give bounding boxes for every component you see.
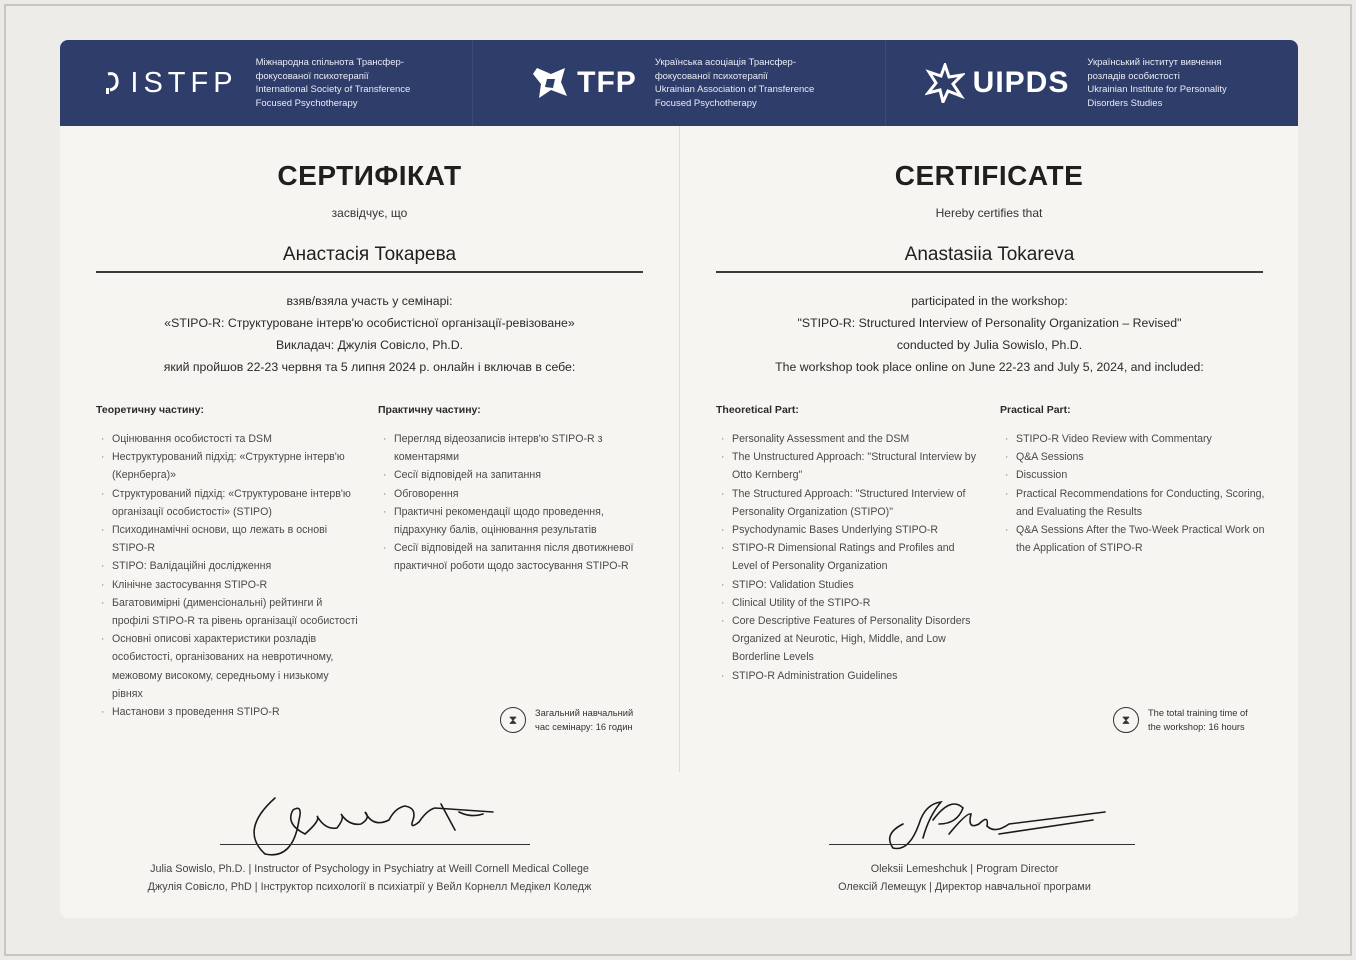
uipds-logo (925, 63, 1070, 103)
uipds-star-icon (925, 63, 965, 103)
tfp-mark-icon (531, 64, 569, 102)
istfp-mark-icon (104, 70, 122, 96)
list-item: · Q&A Sessions After the Two-Week Practical Work on the Application of STIPO-R (1002, 521, 1266, 557)
istfp-logo (104, 67, 237, 100)
hourglass-icon: ⧗ (1113, 707, 1139, 733)
list-item: · Перегляд відеозаписів інтерв'ю STIPO-R з коментарями (380, 430, 648, 466)
theory-list-en (718, 430, 980, 685)
practice-heading-en: Practical Part: (1000, 404, 1071, 416)
certificate-title-uk: СЕРТИФІКАТ (277, 160, 462, 191)
org-istfp (60, 40, 472, 126)
org-tfp (472, 40, 885, 126)
english-column (679, 126, 1298, 772)
list-item: · Сесії відповідей на запитання після двотижневої практичної роботи щодо застосування STIPO-R (380, 539, 648, 575)
signature-caption-left: Julia Sowislo, Ph.D. | Instructor of Psychology in Psychiatry at Weill Cornell Medical College Джулія Совісло, PhD | Інструктор психології в психіатрії у Вейл Корнелл Медікел Коледж (147, 863, 592, 893)
uipds-description: Український інститут вивчення розладів особистості Ukrainian Institute for Personality Disorders Studies (1087, 57, 1227, 109)
tfp-description: Українська асоціація Трансфер- фокусованої психотерапії Ukrainian Association of Transference Focused Psychotherapy (654, 57, 815, 109)
list-item: · STIPO-R Dimensional Ratings and Profiles and Level of Personality Organization (718, 539, 980, 575)
list-item: · STIPO: Валідаційні дослідження (98, 557, 360, 575)
list-item: · Оцінювання особистості та DSM (98, 430, 360, 448)
practice-heading-uk: Практичну частину: (378, 404, 481, 416)
certificate-subtitle-uk: засвідчує, що (331, 206, 408, 220)
workshop-intro-en: participated in the workshop: "STIPO-R: Structured Interview of Personality Organization – Revised" conducted by Julia Sowislo, Ph.D. The workshop took place online on June 22-23 and July 5, 2024, and included: (775, 294, 1204, 374)
practice-list-uk (380, 430, 648, 576)
list-item: · The Unstructured Approach: "Structural Interview by Otto Kernberg" (718, 448, 980, 484)
signature-caption-right: Oleksii Lemeshchuk | Program Director Олексій Лемещук | Директор навчальної програми (838, 863, 1091, 893)
certificate (60, 40, 1298, 918)
list-item: · Сесії відповідей на запитання (380, 466, 648, 484)
list-item: · Багатовимірні (дименсіональні) рейтинги й профілі STIPO-R та рівень організації особистості (98, 594, 360, 630)
list-item: · STIPO-R Administration Guidelines (718, 667, 980, 685)
org-uipds (885, 40, 1298, 126)
tfp-logo (531, 64, 637, 102)
list-item: · Основні описові характеристики розладів особистості, організованих на невротичному, межовому високому, середньому і низькому рівнях (98, 630, 360, 703)
workshop-intro-uk: взяв/взяла участь у семінарі: «STIPO-R: Структуроване інтерв'ю особистісної організації-ревізоване» Викладач: Джулія Совісло, Ph.D. який пройшов 22-23 червня та 5 липня 2024 р. онлайн і включав в себе: (163, 294, 576, 374)
recipient-name-uk: Анастасія Токарева (96, 244, 643, 273)
signature-block-left (60, 780, 679, 910)
signature-line-left (220, 844, 530, 845)
signature-line-right (829, 844, 1135, 845)
theory-heading-en: Theoretical Part: (716, 404, 799, 416)
certificate-subtitle-en: Hereby certifies that (935, 206, 1043, 220)
certificate-title-en: CERTIFICATE (894, 160, 1084, 191)
theory-list-uk (98, 430, 360, 721)
list-item: · Практичні рекомендації щодо проведення, підрахунку балів, оцінювання результатів (380, 503, 648, 539)
list-item: · Practical Recommendations for Conducting, Scoring, and Evaluating the Results (1002, 485, 1266, 521)
list-item: · Структурований підхід: «Структуроване інтерв'ю організації особистості» (STIPO) (98, 485, 360, 521)
istfp-logo-text: ISTFP (130, 66, 238, 99)
recipient-name-en: Anastasiia Tokareva (716, 244, 1263, 273)
list-item: · STIPO-R Video Review with Commentary (1002, 430, 1266, 448)
practice-list-en (1002, 430, 1266, 557)
ukrainian-column (60, 126, 679, 772)
list-item: · STIPO: Validation Studies (718, 576, 980, 594)
signature-lemeshchuk (879, 794, 1119, 856)
list-item: · Personality Assessment and the DSM (718, 430, 980, 448)
theory-heading-uk: Теоретичну частину: (96, 404, 204, 416)
istfp-description: Міжнародна спільнота Трансфер- фокусованої психотерапії International Society of Transference Focused Psychotherapy (255, 57, 411, 109)
list-item: · Clinical Utility of the STIPO-R (718, 594, 980, 612)
list-item: · Discussion (1002, 466, 1266, 484)
hourglass-icon: ⧗ (500, 707, 526, 733)
list-item: · The Structured Approach: "Structured Interview of Personality Organization (STIPO)" (718, 485, 980, 521)
tfp-logo-text: TFP (577, 66, 637, 99)
list-item: · Клінічне застосування STIPO-R (98, 576, 360, 594)
list-item: · Обговорення (380, 485, 648, 503)
header-banner (60, 40, 1298, 126)
training-hours-en: ⧗ The total training time of the workshop: 16 hours (1113, 706, 1260, 734)
list-item: · Настанови з проведення STIPO-R (98, 703, 360, 721)
uipds-logo-text: UIPDS (972, 66, 1070, 99)
list-item: · Неструктурований підхід: «Структурне інтерв'ю (Кернберга)» (98, 448, 360, 484)
list-item: · Q&A Sessions (1002, 448, 1266, 466)
list-item: · Психодинамічні основи, що лежать в основі STIPO-R (98, 521, 360, 557)
signature-block-right (679, 780, 1298, 910)
signature-sowislo (245, 790, 505, 860)
list-item: · Psychodynamic Bases Underlying STIPO-R (718, 521, 980, 539)
list-item: · Core Descriptive Features of Personality Disorders Organized at Neurotic, High, Middle, and Low Borderline Levels (718, 612, 980, 667)
training-hours-uk: ⧗ Загальний навчальний час семінару: 16 годин (500, 706, 647, 734)
